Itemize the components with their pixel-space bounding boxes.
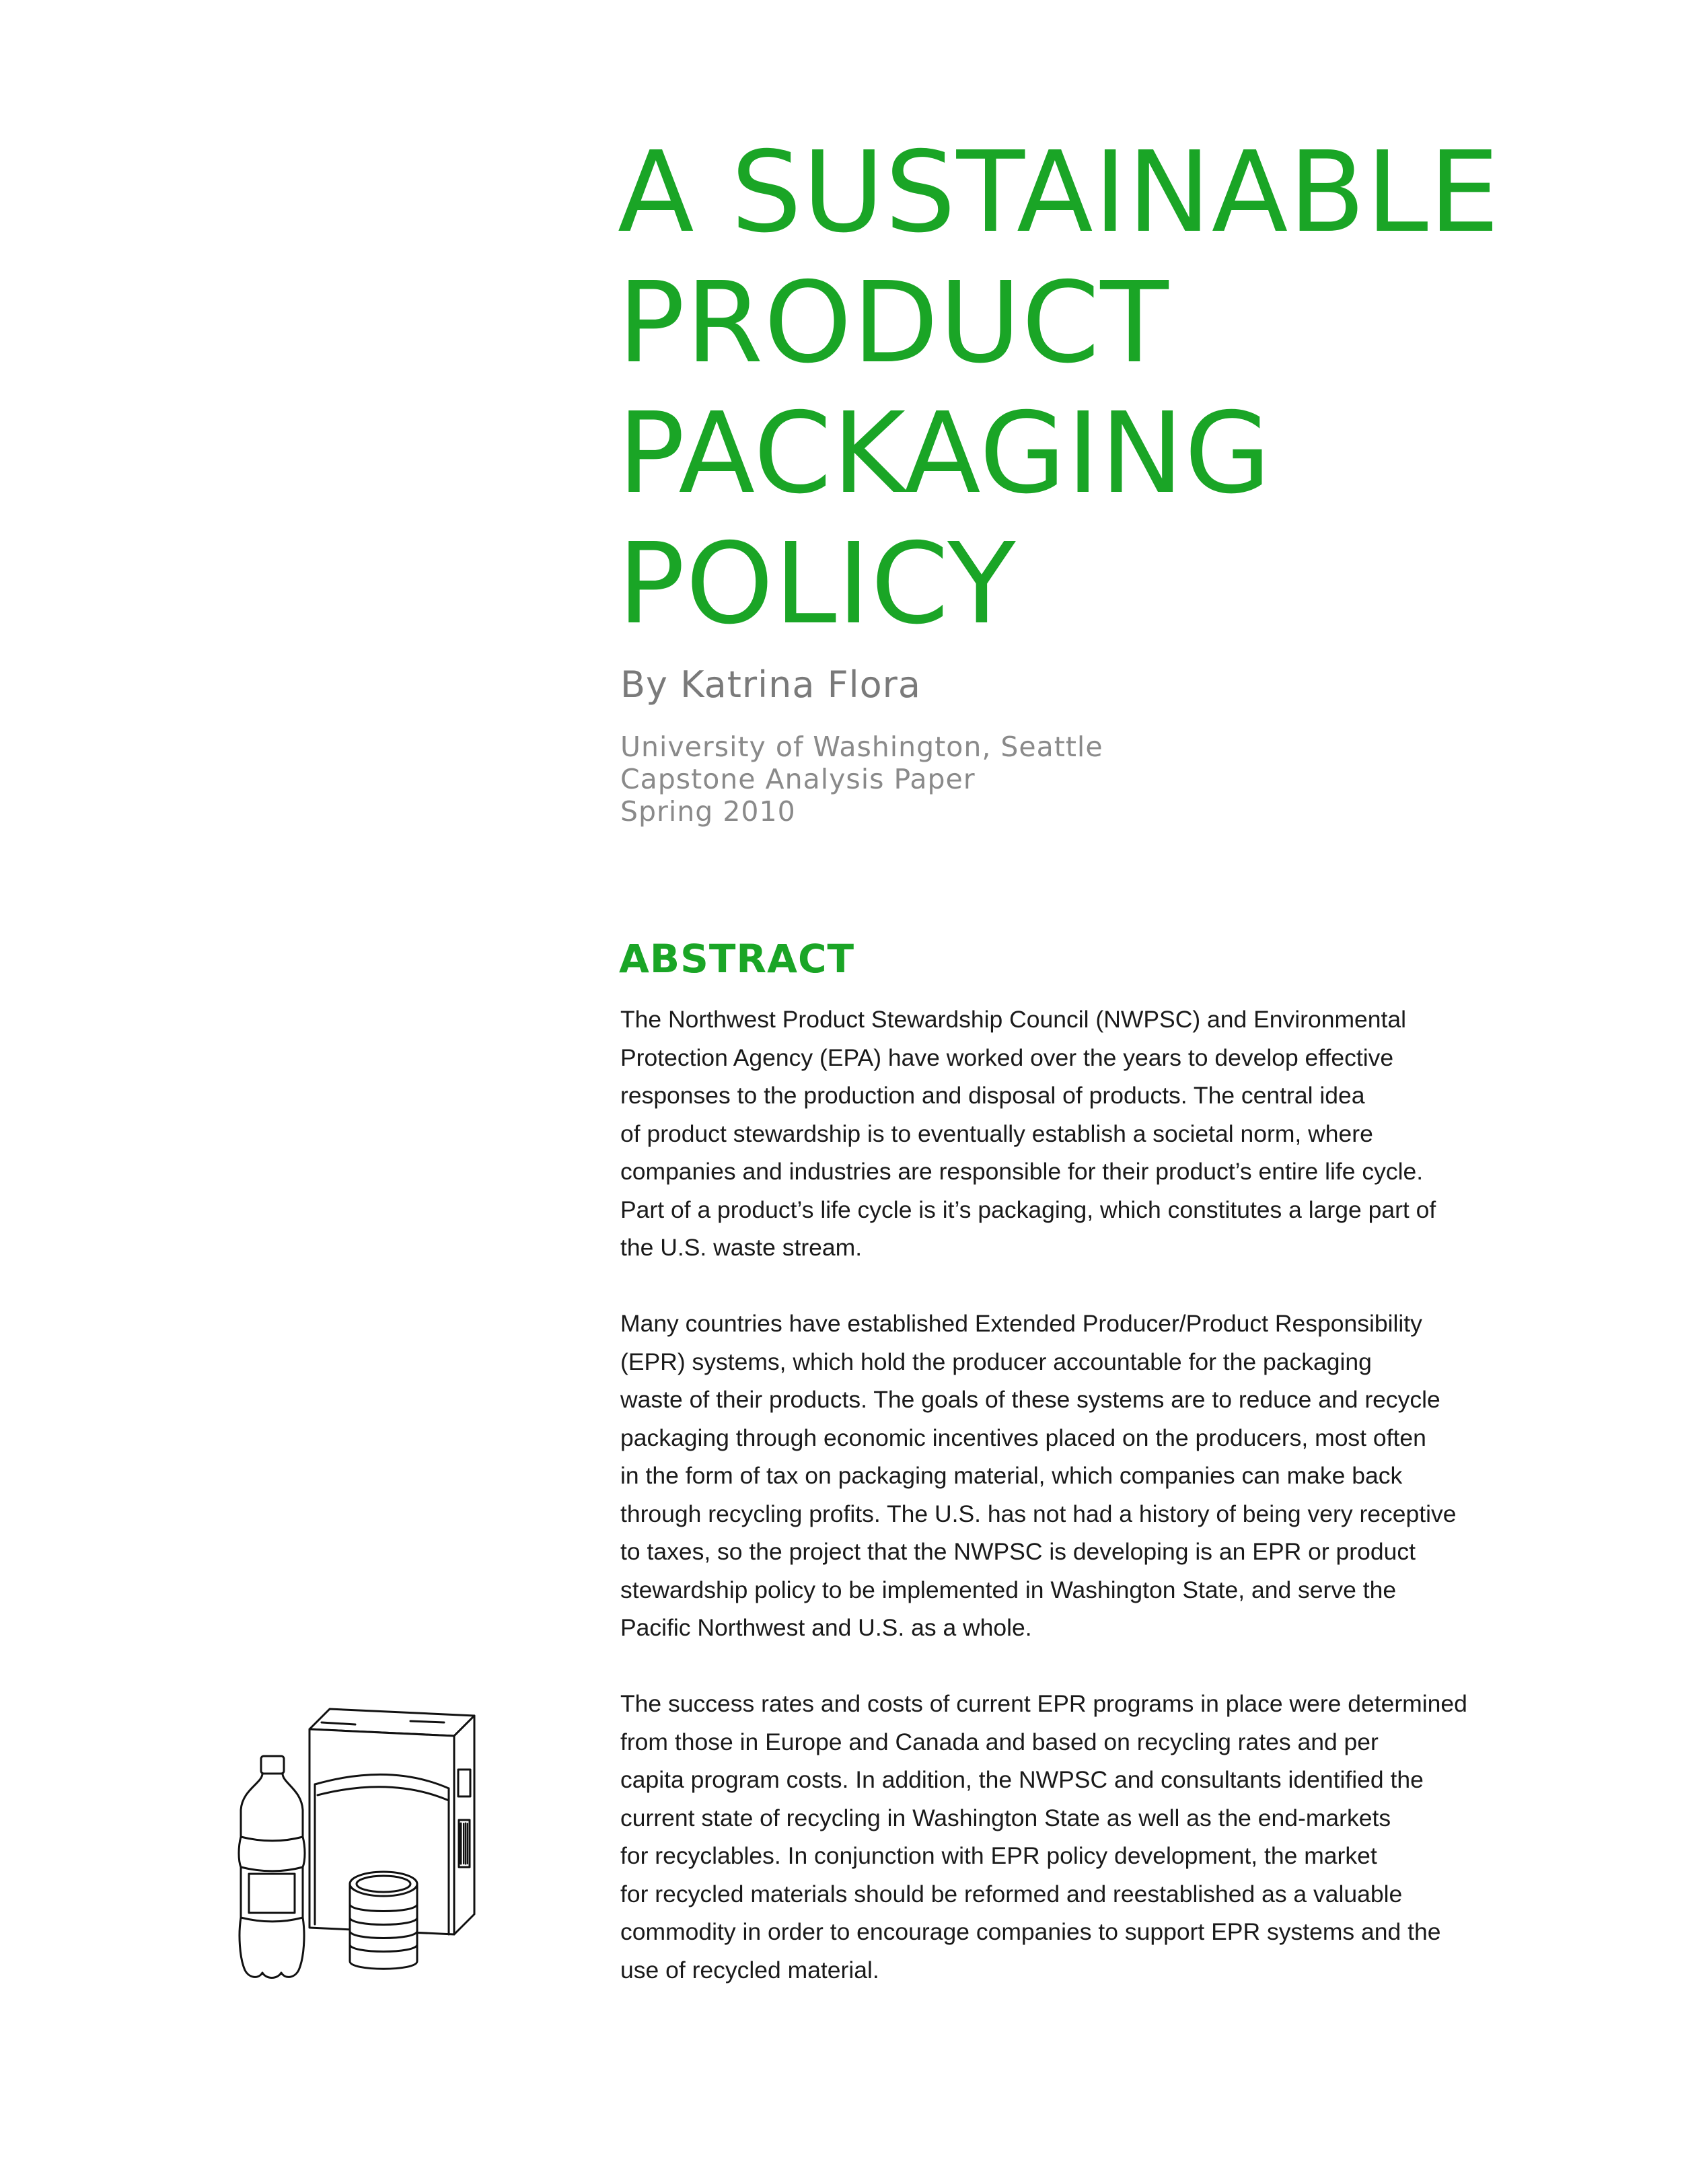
title-line: A SUSTAINABLE [618, 128, 1500, 258]
text-line: Pacific Northwest and U.S. as a whole. [620, 1614, 1032, 1641]
abstract-heading: ABSTRACT [619, 936, 855, 982]
text-line: of product stewardship is to eventually establish a societal norm, where [620, 1120, 1373, 1147]
text-line: responses to the production and disposal of products. The central idea [620, 1082, 1365, 1109]
affiliation-block [620, 731, 1103, 828]
author-byline: By Katrina Flora [620, 663, 921, 706]
text-line: through recycling profits. The U.S. has not had a history of being very receptive [620, 1500, 1457, 1527]
bottle-icon [239, 1756, 305, 1978]
text-line: to taxes, so the project that the NWPSC is developing is an EPR or product [620, 1538, 1416, 1565]
text-line: Many countries have established Extended Producer/Product Responsibility [620, 1310, 1422, 1337]
abstract-paragraph [620, 1305, 1576, 1647]
title-line: POLICY [618, 519, 1017, 649]
affiliation-paper-type: Capstone Analysis Paper [620, 763, 976, 795]
title-line: PRODUCT [618, 258, 1169, 388]
title-line: PACKAGING [618, 389, 1272, 519]
text-line: (EPR) systems, which hold the producer accountable for the packaging [620, 1348, 1372, 1375]
can-icon [350, 1872, 417, 1969]
text-line: Protection Agency (EPA) have worked over the years to develop effective [620, 1044, 1394, 1071]
text-line: stewardship policy to be implemented in Washington State, and serve the [620, 1576, 1397, 1603]
text-line: use of recycled material. [620, 1956, 879, 1983]
text-line: current state of recycling in Washington State as well as the end-markets [620, 1804, 1391, 1831]
affiliation-term: Spring 2010 [620, 795, 796, 828]
text-line: companies and industries are responsible for their product’s entire life cycle. [620, 1158, 1424, 1185]
text-line: The Northwest Product Stewardship Council (NWPSC) and Environmental [620, 1006, 1407, 1033]
text-line: commodity in order to encourage companies to support EPR systems and the [620, 1918, 1441, 1945]
text-line: The success rates and costs of current EPR programs in place were determined [620, 1690, 1467, 1717]
text-line: for recyclables. In conjunction with EPR policy development, the market [620, 1842, 1377, 1869]
text-line: from those in Europe and Canada and based on recycling rates and per [620, 1728, 1379, 1755]
text-line: for recycled materials should be reformed and reestablished as a valuable [620, 1880, 1403, 1907]
abstract-body [620, 1000, 1576, 2027]
text-line: Part of a product’s life cycle is it’s packaging, which constitutes a large part of [620, 1196, 1436, 1223]
affiliation-university: University of Washington, Seattle [620, 731, 1103, 763]
abstract-paragraph [620, 1000, 1576, 1267]
abstract-paragraph [620, 1685, 1576, 1989]
text-line: the U.S. waste stream. [620, 1234, 863, 1261]
packaging-illustration-icon [229, 1702, 484, 1985]
text-line: packaging through economic incentives placed on the producers, most often [620, 1424, 1426, 1451]
text-line: capita program costs. In addition, the NWPSC and consultants identified the [620, 1766, 1424, 1793]
text-line: waste of their products. The goals of these systems are to reduce and recycle [620, 1386, 1440, 1413]
text-line: in the form of tax on packaging material, which companies can make back [620, 1462, 1403, 1489]
document-title [618, 128, 1593, 650]
